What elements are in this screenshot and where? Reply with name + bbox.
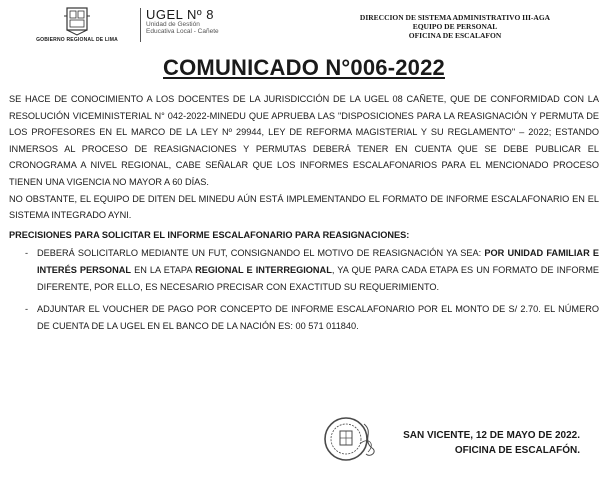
paragraph-1: SE HACE DE CONOCIMIENTO A LOS DOCENTES DE LA JURISDICCIÓN DE LA UGEL 08 CAÑETE, QUE DE CONFORMIDAD CON LA RESOLUCIÓN VICEMINISTERIAL N° 042-2022-MINEDU QUE APRUEBA LAS "DISPOSICIONES PARA LA REASIGNACIÓN Y PERMUTA DE LOS PROFESORES EN EL MARCO DE LA LEY Nº 29944, LEY DE REFORMA MAGISTERIAL Y SU REGLAMENTO" – 2022; ESTANDO INMERSOS AL PROCESO DE REASIGNACIONES Y PERMUTAS DEBERÁ TENER EN CUENTA QUE SE DEBE PUBLICAR EL CRONOGRAMA A NIVEL REGIONAL, CABE SEÑALAR QUE LOS INFORMES ESCALAFONARIOS PARA EL MENCIONADO PROCESO TIENEN UNA VIGENCIA NO MAYOR A 60 DÍAS. [9, 94, 599, 187]
coat-of-arms-icon [64, 6, 90, 36]
office-line-3: OFICINA DE ESCALAFON [408, 31, 502, 40]
dash-marker: - [25, 304, 29, 315]
bullet-2-text: ADJUNTAR EL VOUCHER DE PAGO POR CONCEPTO DE INFORME ESCALAFONARIO POR EL MONTO DE S/ 2.70. EL NÚMERO DE CUENTA DE LA UGEL EN EL BANCO DE LA NACIÓN ES: 00 571 011840. [37, 304, 599, 331]
signing-office: OFICINA DE ESCALAFÓN. [454, 445, 580, 456]
ugel-subtitle-1: Unidad de Gestión [146, 21, 200, 28]
section-title: PRECISIONES PARA SOLICITAR EL INFORME ESCALAFONARIO PARA REASIGNACIONES: [9, 229, 410, 240]
official-seal-icon [320, 414, 388, 464]
signature-block [320, 414, 590, 464]
document-title: COMUNICADO N°006-2022 [163, 55, 445, 80]
office-heading [330, 13, 580, 40]
logo-caption: GOBIERNO REGIONAL DE LIMA [36, 37, 118, 43]
office-line-1: DIRECCION DE SISTEMA ADMINISTRATIVO III-AGA [359, 13, 551, 22]
paragraph-2: NO OBSTANTE, EL EQUIPO DE DITEN DEL MINEDU AÚN ESTÁ IMPLEMENTANDO EL FORMATO DE INFORME ESCALAFONARIO EN EL SISTEMA INTEGRADO AYNI. [9, 193, 599, 221]
bullet-1-bold-a: POR UNIDAD FAMILIAR E INTERÉS PERSONAL [37, 248, 599, 275]
letterhead [0, 0, 608, 50]
ugel-logo [146, 8, 219, 35]
bullet-1-text-c: , YA QUE PARA CADA ETAPA ES UN FORMATO DE INFORME DIFERENTE, POR ELLO, ES NECESARIO PRECISAR CON EXACTITUD SU REQUERIMIENTO. [37, 264, 599, 292]
bullet-1-text-a: DEBERÁ SOLICITARLO MEDIANTE UN FUT, CONSIGNANDO EL MOTIVO DE REASIGNACIÓN YA SEA: [37, 248, 485, 259]
document-body [9, 91, 599, 334]
ugel-title: UGEL Nº 8 [146, 7, 215, 22]
bullet-item-2 [9, 301, 599, 334]
header-divider [140, 8, 141, 42]
dash-marker: - [25, 248, 29, 259]
signature-text [403, 428, 580, 458]
bullet-1-text-b: EN LA ETAPA [130, 264, 196, 275]
bullet-item-1 [9, 245, 599, 295]
place-date: SAN VICENTE, 12 DE MAYO DE 2022. [403, 430, 580, 441]
office-line-2: EQUIPO DE PERSONAL [412, 22, 498, 31]
regional-government-logo [18, 6, 136, 46]
bullet-1-bold-b: REGIONAL E INTERREGIONAL [195, 264, 332, 275]
ugel-subtitle-2: Educativa Local - Cañete [146, 28, 219, 35]
